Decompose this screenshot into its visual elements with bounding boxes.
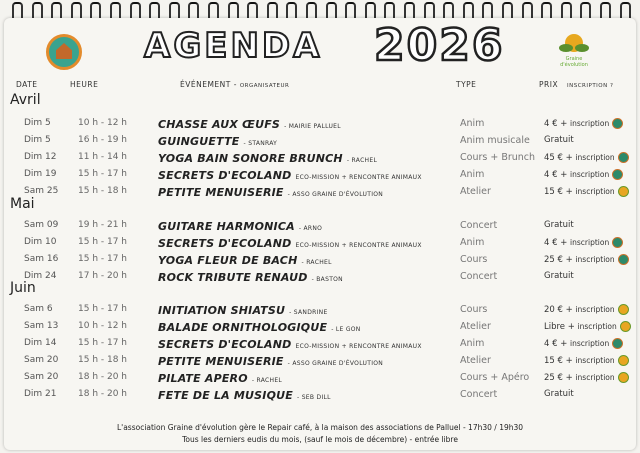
row-event-title: CHASSE AUX ŒUFS	[158, 118, 281, 131]
row-price	[544, 220, 574, 230]
row-organizer: - RACHEL	[301, 259, 332, 266]
row-hour: 15 h - 17 h	[78, 169, 128, 179]
row-price	[544, 321, 631, 332]
graine-evolution-logo-icon	[557, 32, 591, 66]
row-date: Dim 10	[24, 237, 57, 247]
row-organizer: - RACHEL	[251, 377, 283, 384]
green-badge-icon	[612, 237, 623, 248]
green-badge-icon	[618, 254, 629, 265]
col-header-event	[180, 80, 289, 89]
row-hour: 15 h - 17 h	[78, 304, 128, 314]
row-date: Dim 19	[24, 169, 57, 179]
row-price-value: Libre +	[544, 322, 575, 332]
row-event	[158, 321, 361, 334]
agenda-row	[4, 321, 636, 338]
row-hour: 19 h - 21 h	[78, 220, 128, 230]
yellow-badge-icon	[618, 355, 629, 366]
col-header-price-label: PRIX	[539, 80, 559, 89]
row-price-value: 20 € +	[544, 305, 573, 315]
row-price	[544, 389, 574, 399]
row-price-value: 4 € +	[544, 238, 568, 248]
row-hour: 10 h - 12 h	[78, 118, 128, 128]
house-logo-icon	[46, 34, 82, 70]
agenda-row	[4, 355, 636, 372]
agenda-row	[4, 271, 636, 288]
row-hour: 10 h - 12 h	[78, 321, 128, 331]
row-event	[158, 338, 422, 351]
row-event-title: INITIATION SHIATSU	[158, 304, 286, 317]
row-event	[158, 254, 332, 267]
row-hour: 15 h - 17 h	[78, 237, 128, 247]
row-type: Cours + Apéro	[460, 372, 530, 383]
row-date: Dim 5	[24, 118, 51, 128]
row-organizer: ECO-MISSION + RENCONTRE ANIMAUX	[295, 343, 422, 350]
row-event-title: ROCK TRIBUTE RENAUD	[158, 271, 308, 284]
row-event-title: SECRETS D'ECOLAND	[158, 237, 292, 250]
row-price-value: 15 € +	[544, 356, 573, 366]
month-may: Mai	[10, 196, 35, 212]
row-inscription: inscription	[570, 339, 610, 348]
row-type: Concert	[460, 271, 498, 282]
row-inscription: inscription	[575, 305, 615, 314]
yellow-badge-icon	[618, 372, 629, 383]
row-date: Dim 5	[24, 135, 51, 145]
agenda-row	[4, 237, 636, 254]
row-organizer: - ASSO GRAINE D'ÉVOLUTION	[287, 360, 384, 367]
year-title: 2026	[374, 20, 505, 71]
row-inscription: inscription	[575, 373, 615, 382]
yellow-badge-icon	[618, 304, 629, 315]
row-event-title: SECRETS D'ECOLAND	[158, 169, 292, 182]
agenda-row	[4, 135, 636, 152]
row-event-title: GUINGUETTE	[158, 135, 240, 148]
row-organizer: - ASSO GRAINE D'ÉVOLUTION	[287, 191, 384, 198]
row-price-value: 45 € +	[544, 153, 573, 163]
row-price	[544, 271, 574, 281]
row-event	[158, 169, 422, 182]
row-event	[158, 152, 377, 165]
row-inscription: inscription	[570, 170, 610, 179]
row-event-title: YOGA FLEUR DE BACH	[158, 254, 298, 267]
row-type: Atelier	[460, 355, 491, 366]
row-event	[158, 271, 343, 284]
row-event-title: PILATE APERO	[158, 372, 248, 385]
agenda-row	[4, 118, 636, 135]
row-hour: 16 h - 19 h	[78, 135, 128, 145]
row-date: Dim 14	[24, 338, 57, 348]
row-price-value: Gratuit	[544, 135, 574, 145]
row-price	[544, 118, 623, 129]
row-hour: 11 h - 14 h	[78, 152, 128, 162]
row-price	[544, 152, 629, 163]
green-badge-icon	[612, 338, 623, 349]
row-price	[544, 186, 629, 197]
row-event-title: FETE DE LA MUSIQUE	[158, 389, 293, 402]
row-date: Sam 16	[24, 254, 59, 264]
agenda-row	[4, 389, 636, 406]
row-inscription: inscription	[570, 238, 610, 247]
row-hour: 18 h - 20 h	[78, 389, 128, 399]
row-type: Anim musicale	[460, 135, 530, 146]
col-header-inscription: INSCRIPTION ?	[566, 83, 614, 89]
row-price	[544, 355, 629, 366]
row-type: Anim	[460, 169, 485, 180]
row-type: Cours	[460, 304, 488, 315]
green-badge-icon	[612, 169, 623, 180]
row-inscription: inscription	[577, 322, 617, 331]
row-event	[158, 237, 422, 250]
logo-text: Graine d'évolution	[560, 56, 588, 68]
row-type: Concert	[460, 220, 498, 231]
yellow-badge-icon	[620, 321, 631, 332]
row-type: Cours + Brunch	[460, 152, 536, 163]
row-event-title: PETITE MENUISERIE	[158, 186, 284, 199]
row-inscription: inscription	[575, 356, 615, 365]
row-type: Anim	[460, 118, 485, 129]
col-header-hour: HEURE	[70, 80, 99, 89]
footer-line-2: Tous les derniers eudis du mois, (sauf le mois de décembre) - entrée libre	[182, 435, 458, 444]
row-hour: 15 h - 17 h	[78, 254, 128, 264]
green-badge-icon	[612, 118, 623, 129]
row-price-value: 4 € +	[544, 170, 568, 180]
row-price	[544, 254, 629, 265]
agenda-row	[4, 338, 636, 355]
agenda-row	[4, 304, 636, 321]
agenda-row	[4, 169, 636, 186]
row-inscription: inscription	[575, 255, 615, 264]
yellow-badge-icon	[618, 186, 629, 197]
row-type: Atelier	[460, 186, 491, 197]
row-hour: 17 h - 20 h	[78, 271, 128, 281]
row-price-value: Gratuit	[544, 389, 574, 399]
row-organizer: ECO-MISSION + RENCONTRE ANIMAUX	[295, 242, 422, 249]
row-price	[544, 304, 629, 315]
row-organizer: - BASTON	[311, 276, 343, 283]
col-header-organizer: ORGANISATEUR	[239, 83, 290, 89]
row-price-value: 25 € +	[544, 373, 573, 383]
row-price	[544, 372, 629, 383]
row-price	[544, 237, 623, 248]
row-price-value: 15 € +	[544, 187, 573, 197]
row-organizer: - LE GON	[331, 326, 361, 333]
row-inscription: inscription	[575, 153, 615, 162]
row-type: Atelier	[460, 321, 491, 332]
row-organizer: ECO-MISSION + RENCONTRE ANIMAUX	[295, 174, 422, 181]
col-header-event-label: ÉVÉNEMENT -	[180, 80, 237, 89]
row-type: Anim	[460, 237, 485, 248]
row-inscription: inscription	[570, 119, 610, 128]
agenda-row	[4, 372, 636, 389]
row-event-title: BALADE ORNITHOLOGIQUE	[158, 321, 328, 334]
agenda-row	[4, 186, 636, 203]
agenda-row	[4, 254, 636, 271]
row-event	[158, 304, 328, 317]
row-type: Anim	[460, 338, 485, 349]
row-date: Sam 6	[24, 304, 53, 314]
row-date: Sam 09	[24, 220, 59, 230]
row-organizer: - RACHEL	[346, 157, 378, 164]
row-type: Cours	[460, 254, 488, 265]
row-event	[158, 372, 282, 385]
month-april: Avril	[10, 92, 41, 108]
row-date: Sam 20	[24, 372, 59, 382]
row-organizer: - MAIRIE PALLUEL	[284, 123, 341, 130]
row-hour: 15 h - 17 h	[78, 338, 128, 348]
row-price-value: Gratuit	[544, 220, 574, 230]
row-hour: 15 h - 18 h	[78, 186, 128, 196]
row-price-value: Gratuit	[544, 271, 574, 281]
row-event	[158, 355, 383, 368]
row-date: Dim 24	[24, 271, 57, 281]
row-event	[158, 220, 322, 233]
row-inscription: inscription	[575, 187, 615, 196]
row-price	[544, 169, 623, 180]
footer-line-1: L'association Graine d'évolution gère le Repair café, à la maison des associations de Palluel - 17h30 / 19h30	[116, 423, 524, 432]
row-hour: 18 h - 20 h	[78, 372, 128, 382]
row-event-title: YOGA BAIN SONORE BRUNCH	[158, 152, 343, 165]
row-type: Concert	[460, 389, 498, 400]
row-price-value: 4 € +	[544, 119, 568, 129]
green-badge-icon	[618, 152, 629, 163]
row-date: Sam 20	[24, 355, 59, 365]
month-june: Juin	[10, 280, 36, 296]
agenda-page	[4, 18, 636, 450]
agenda-row	[4, 220, 636, 237]
row-organizer: - SANDRINE	[289, 309, 328, 316]
col-header-type: TYPE	[456, 80, 477, 89]
row-price	[544, 338, 623, 349]
row-event	[158, 135, 277, 148]
row-date: Sam 25	[24, 186, 59, 196]
row-event-title: PETITE MENUISERIE	[158, 355, 284, 368]
agenda-row	[4, 152, 636, 169]
row-event	[158, 118, 341, 131]
row-event-title: SECRETS D'ECOLAND	[158, 338, 292, 351]
row-price-value: 25 € +	[544, 255, 573, 265]
row-date: Dim 21	[24, 389, 57, 399]
row-event	[158, 186, 383, 199]
col-header-date: DATE	[16, 80, 38, 89]
row-organizer: - STANRAY	[243, 140, 278, 147]
row-price	[544, 135, 574, 145]
row-event-title: GUITARE HARMONICA	[158, 220, 295, 233]
row-organizer: - SEB DILL	[297, 394, 331, 401]
row-date: Sam 13	[24, 321, 59, 331]
row-hour: 15 h - 18 h	[78, 355, 128, 365]
row-date: Dim 12	[24, 152, 57, 162]
col-header-price	[539, 80, 613, 89]
row-price-value: 4 € +	[544, 339, 568, 349]
page-title: AGENDA	[144, 26, 323, 66]
row-organizer: - ARNO	[298, 225, 323, 232]
row-event	[158, 389, 331, 402]
